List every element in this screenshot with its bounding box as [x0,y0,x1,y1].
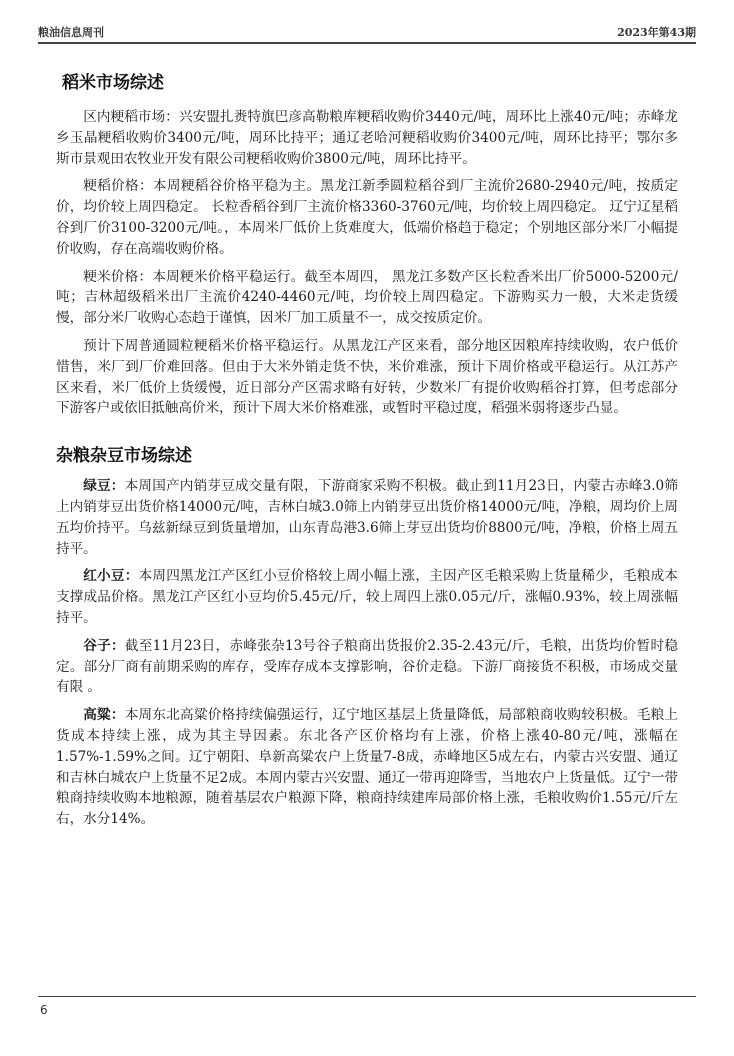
paragraph-body: 本周国产内销芽豆成交量有限，下游商家采购不积极。截止到11月23日，内蒙古赤峰3.0筛上内销芽豆出货价格14000元/吨，吉林白城3.0筛上内销芽豆出货价格14000元/吨，净粮，周均价上周五均价持平。乌兹新绿豆到货量增加，山东青岛港3.6筛上芽豆出货均价8800元/吨，净粮，价格上周五持平。 [56,478,678,557]
paragraph-body: 本周四黑龙江产区红小豆价格较上周小幅上涨，主因产区毛粮采购上货量稀少，毛粮成本支撑成品价格。黑龙江产区红小豆均价5.45元/斤，较上周四上涨0.05元/斤，涨幅0.93%，较上周涨幅持平。 [56,568,679,626]
paragraph-body: 本周东北高粱价格持续偏强运行，辽宁地区基层上货量降低，局部粮商收购较积极。毛粮上货成本持续上涨，成为其主导因素。东北各产区价格均有上涨，价格上涨40-80元/吨，涨幅在1.57%-1.59%之间。辽宁朝阳、阜新高粱农户上货量7-8成，赤峰地区5成左右，内蒙古兴安盟、通辽和吉林白城农户上货量不足2成。本周内蒙古兴安盟、通辽一带再迎降雪，当地农户上货量低。辽宁一带粮商持续收购本地粮源，随着基层农户粮源下降，粮商持续建库局部价格上涨，毛粮收购价1.55元/斤左右，水分14%。 [56,707,678,828]
paragraph-red-bean [56,566,678,628]
article-content [56,56,678,837]
paragraph-mung-bean [56,476,678,559]
paragraph-lead: 绿豆： [83,478,125,495]
footer-divider [38,996,696,997]
issue-number: 2023年第43期 [617,26,696,39]
paragraph-body: 截至11月23日，赤峰张杂13号谷子粮商出货报价2.35-2.43元/斤，毛粮，出货均价暂时稳定。部分厂商有前期采购的库存，受库存成本支撑影响，谷价走稳。下游厂商接货不积极，市场成交量有限 。 [56,637,678,696]
publication-name: 粮油信息周刊 [38,26,104,39]
page-header [38,22,696,44]
paragraph: 预计下周普通圆粒粳稻米价格平稳运行。从黑龙江产区来看，部分地区因粮库持续收购，农户低价惜售，米厂到厂价难回落。但由于大米外销走货不快，米价难涨，预计下周价格或平稳运行。从江苏产区来看，米厂低价上货缓慢，近日部分产区需求略有好转，少数米厂有提价收购稻谷打算，但考虑部分下游客户或依旧抵触高价米，预计下周大米价格难涨，或暂时平稳过度，稻强米弱将逐步凸显。 [56,337,678,417]
section-title-grains: 杂粮杂豆市场综述 [56,446,192,467]
paragraph: 区内粳稻市场：兴安盟扎赉特旗巴彦高勒粮库粳稻收购价3440元/吨，周环比上涨40元/吨；赤峰龙乡玉晶粳稻收购价3400元/吨，周环比持平；通辽老哈河粳稻收购价3400元/吨，周环比持平；鄂尔多斯市景观田农牧业开发有限公司粳稻收购价3800元/吨，周环比持平。 [56,109,678,167]
paragraph-lead: 谷子： [83,637,125,654]
paragraph: 粳稻价格：本周粳稻谷价格平稳为主。黑龙江新季圆粒稻谷到厂主流价2680-2940元/吨，按质定价，均价较上周四稳定。 长粒香稻谷到厂主流价格3360-3760元/吨，均价较上周四稳定。 辽宁辽星稻谷到厂价3100-3200元/吨。，本周米厂低价上货难度大，低端价格趋于稳定；个别地区部分米厂小幅提价收购，存在高端收购价格。 [56,178,678,257]
paragraph: 粳米价格：本周粳米价格平稳运行。截至本周四， 黑龙江多数产区长粒香米出厂价5000-5200元/吨；吉林超级稻米出厂主流价4240-4460元/吨，均价较上周四稳定。下游购买力一般，大米走货缓慢，部分米厂收购心态趋于谨慎，因米厂加工质量不一，成交按质定价。 [56,268,678,327]
paragraph-lead: 红小豆： [83,568,139,585]
paragraph-millet [56,636,678,698]
paragraph-sorghum [56,705,678,830]
section-title-rice: 稻米市场综述 [62,73,164,93]
page-number: 6 [40,1003,48,1017]
paragraph-lead: 高粱： [83,707,125,724]
